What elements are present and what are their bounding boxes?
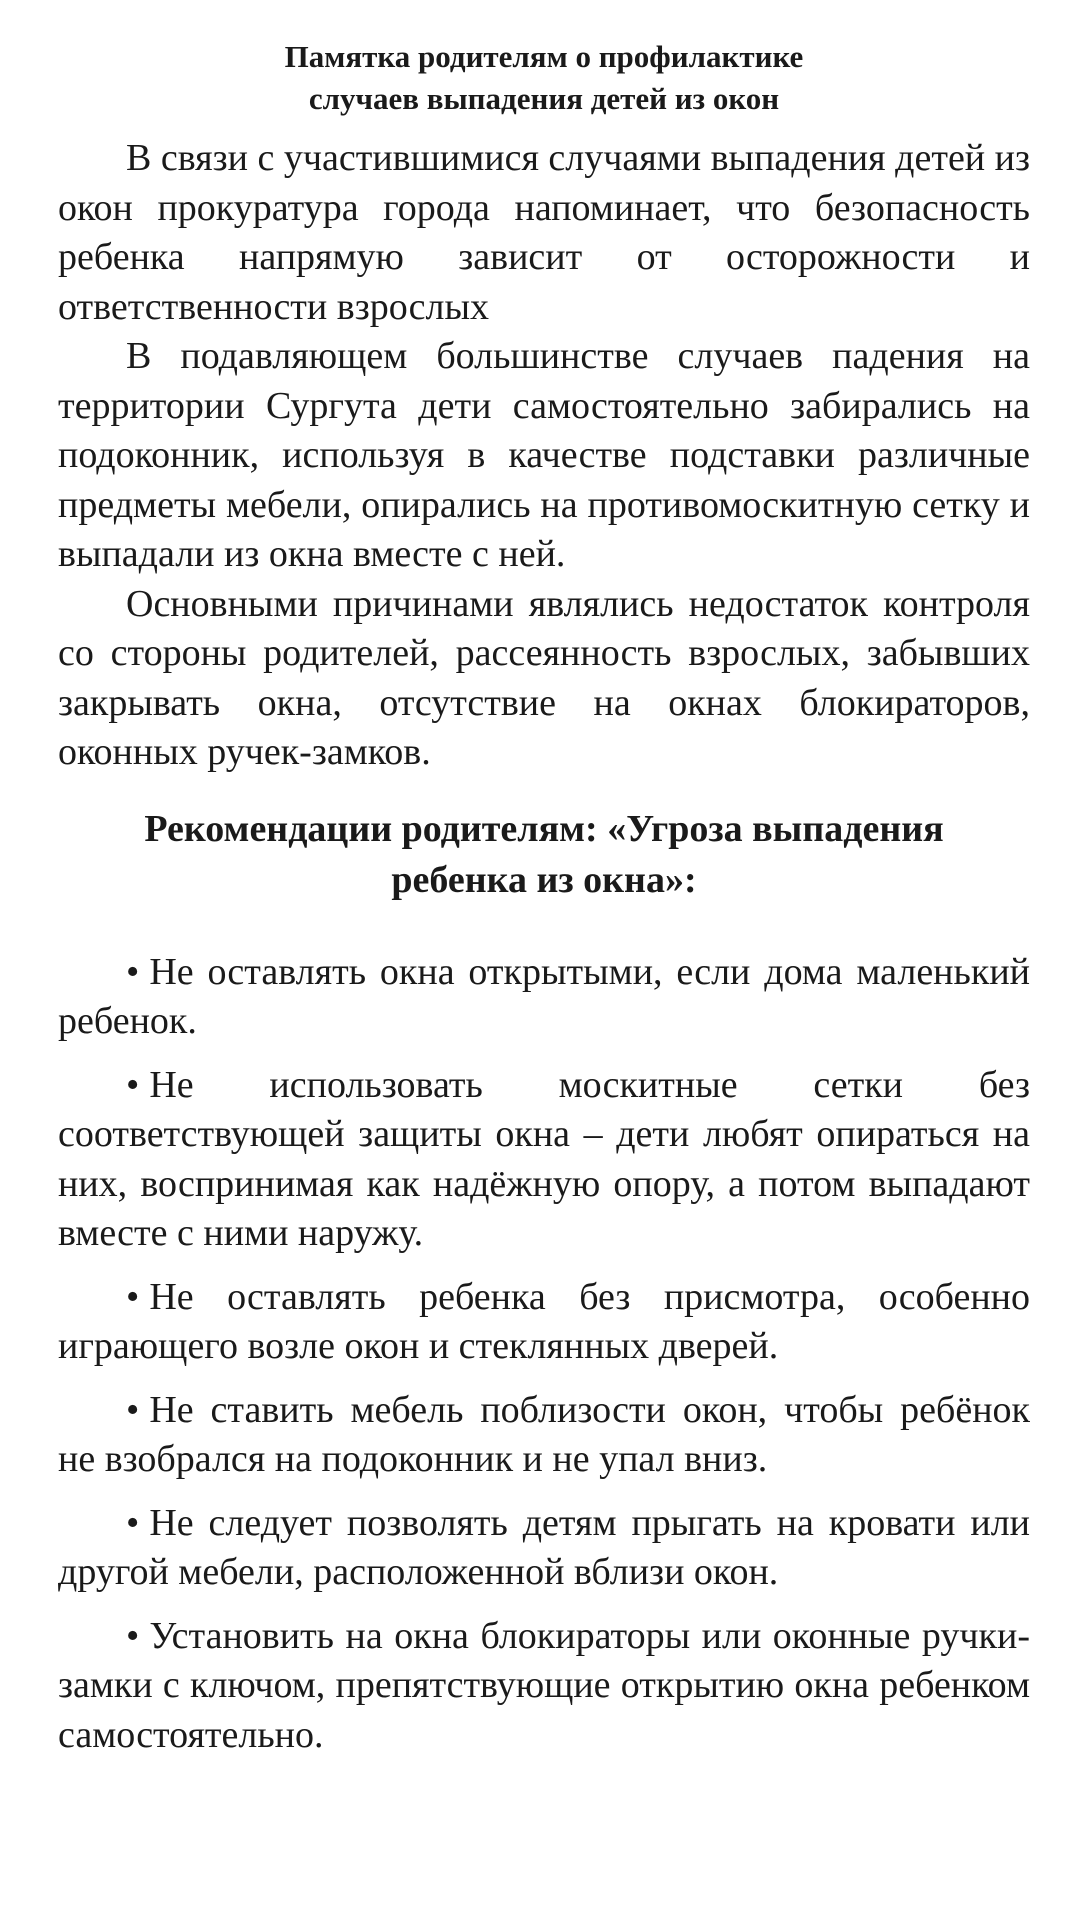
recommendation-text: Установить на окна блокираторы или оконные ручки-замки с ключом, препятствующие открытию окна ребенком самостоятельно.: [58, 1614, 1030, 1756]
recommendation-text: Не использовать москитные сетки без соответствующей защиты окна – дети любят опираться на них, воспринимая как надёжную опору, а потом выпадают вместе с ними наружу.: [58, 1063, 1030, 1254]
recommendation-text: Не ставить мебель поблизости окон, чтобы ребёнок не взобрался на подоконник и не упал вниз.: [58, 1388, 1030, 1480]
bullet-icon: •: [126, 1614, 140, 1657]
list-item: [58, 948, 1030, 1047]
bullet-icon: •: [126, 1063, 140, 1106]
bullet-icon: •: [126, 1275, 140, 1318]
bullet-icon: •: [126, 1388, 140, 1431]
bullet-icon: •: [126, 950, 140, 993]
recommendations-heading-line-1: Рекомендации родителям: «Угроза выпадения: [144, 807, 944, 850]
list-item: [58, 1499, 1030, 1598]
paragraph-intro: В связи с участившимися случаями выпадения детей из окон прокуратура города напоминает, что безопасность ребенка напрямую зависит от осторожности и ответственности взрослых: [58, 137, 1030, 328]
list-item: [58, 1273, 1030, 1372]
list-item: [58, 1061, 1030, 1259]
list-item: [58, 1612, 1030, 1761]
recommendations-list: [58, 948, 1030, 1761]
recommendations-heading: [58, 804, 1030, 906]
recommendation-text: Не следует позволять детям прыгать на кровати или другой мебели, расположенной вблизи окон.: [58, 1501, 1030, 1593]
recommendation-text: Не оставлять ребенка без присмотра, особенно играющего возле окон и стеклянных дверей.: [58, 1275, 1030, 1367]
document-title: [58, 36, 1030, 120]
title-line-2: случаев выпадения детей из окон: [308, 81, 780, 116]
list-item: [58, 1386, 1030, 1485]
recommendations-heading-line-2: ребенка из окна»:: [391, 858, 697, 901]
paragraph-circumstances: В подавляющем большинстве случаев падения на территории Сургута дети самостоятельно забирались на подоконник, используя в качестве подставки различные предметы мебели, опирались на противомоскитную сетку и выпадали из окна вместе с ней.: [58, 335, 1030, 575]
paragraph-causes: Основными причинами являлись недостаток контроля со стороны родителей, рассеянность взрослых, забывших закрывать окна, отсутствие на окнах блокираторов, оконных ручек-замков.: [58, 582, 1030, 773]
bullet-icon: •: [126, 1501, 140, 1544]
recommendation-text: Не оставлять окна открытыми, если дома маленький ребенок.: [58, 950, 1030, 1042]
title-line-1: Памятка родителям о профилактике: [284, 39, 804, 74]
